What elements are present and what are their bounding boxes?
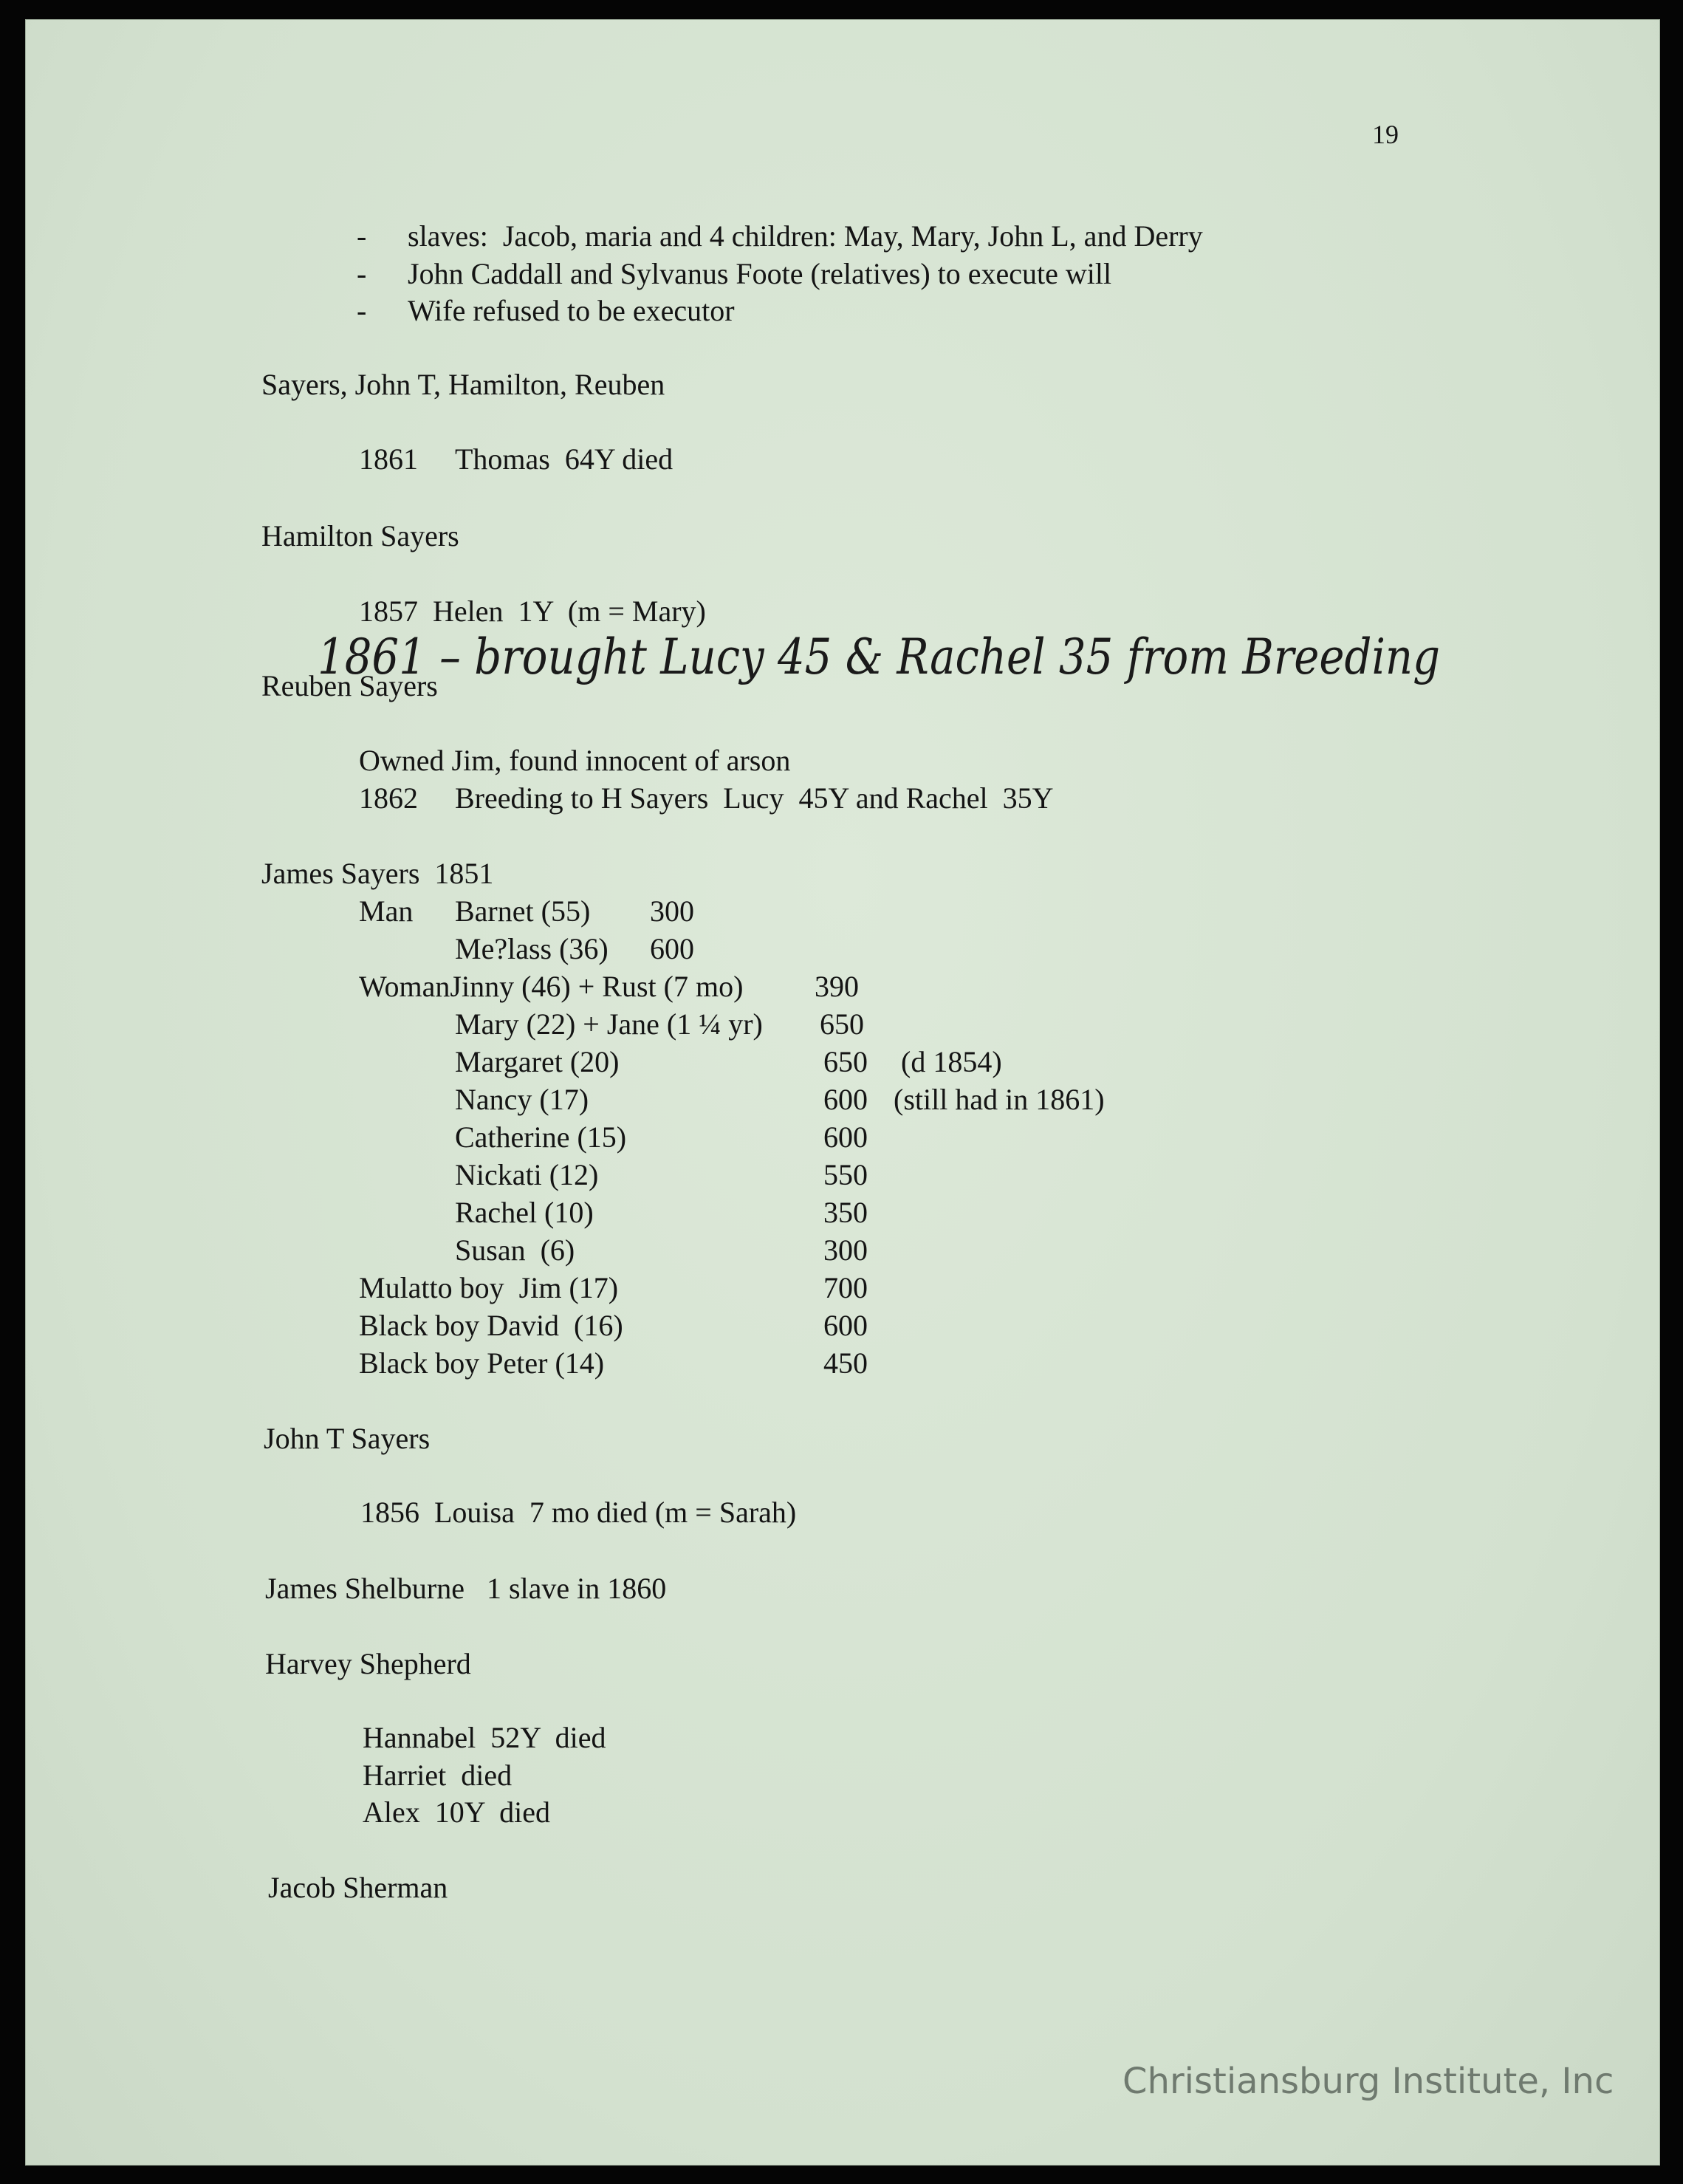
section-heading: James Shelburne 1 slave in 1860 (265, 1572, 667, 1605)
slave-value: 450 (823, 1346, 868, 1380)
slave-value: 600 (823, 1120, 868, 1154)
slave-name: Black boy Peter (14) (359, 1346, 605, 1380)
entry-text: Hannabel 52Y died (363, 1721, 606, 1754)
watermark: Christiansburg Institute, Inc (1122, 2061, 1614, 2102)
slave-name: Nancy (17) (455, 1083, 589, 1116)
entry-year: 1861 (359, 442, 418, 476)
slave-value: 300 (823, 1233, 868, 1267)
slave-value: 650 (820, 1007, 864, 1041)
slave-name: Susan (6) (455, 1233, 575, 1267)
slave-value: 390 (815, 970, 859, 1003)
slave-value: 600 (650, 932, 694, 965)
slave-name: Margaret (20) (455, 1045, 620, 1078)
entry-text: Harriet died (363, 1759, 513, 1792)
bullet-item: John Caddall and Sylvanus Foote (relatives) to execute will (408, 257, 1112, 290)
handwritten-annotation (310, 606, 1447, 702)
entry-text: 1857 Helen 1Y (m = Mary) (359, 595, 706, 628)
handwritten-text: 1861 – brought Lucy 45 & Rachel 35 from Breeding (318, 629, 1440, 685)
slave-name: Catherine (15) (455, 1120, 627, 1154)
slave-name: Barnet (55) (455, 894, 591, 928)
section-heading: Jacob Sherman (268, 1871, 448, 1904)
bullet-marker: - (357, 294, 367, 327)
slave-name: Mary (22) + Jane (1 ¼ yr) (455, 1007, 763, 1041)
slave-name: Nickati (12) (455, 1158, 599, 1191)
entry-text: Alex 10Y died (363, 1796, 551, 1829)
slave-name: Jinny (46) + Rust (7 mo) (450, 970, 744, 1003)
slave-name: Mulatto boy Jim (17) (359, 1271, 619, 1304)
bullet-marker: - (357, 219, 367, 253)
slave-value: 600 (823, 1309, 868, 1342)
slave-value: 550 (823, 1158, 868, 1191)
category-label: Man (359, 894, 414, 928)
slave-name: Rachel (10) (455, 1196, 594, 1229)
section-heading: James Sayers 1851 (261, 857, 494, 890)
bullet-item: slaves: Jacob, maria and 4 children: May, Mary, John L, and Derry (408, 219, 1203, 253)
section-heading: Harvey Shepherd (265, 1647, 471, 1680)
section-heading: Sayers, John T, Hamilton, Reuben (261, 368, 665, 401)
slave-note: (d 1854) (901, 1045, 1002, 1078)
slave-value: 650 (823, 1045, 868, 1078)
slave-name: Me?lass (36) (455, 932, 609, 965)
bullet-marker: - (357, 257, 367, 290)
section-heading: Reuben Sayers (261, 669, 438, 702)
category-label: Woman (359, 970, 450, 1003)
bullet-item: Wife refused to be executor (408, 294, 735, 327)
slave-value: 300 (650, 894, 694, 928)
slave-value: 700 (823, 1271, 868, 1304)
entry-text: 1856 Louisa 7 mo died (m = Sarah) (360, 1496, 797, 1529)
entry-text: Owned Jim, found innocent of arson (359, 744, 791, 777)
entry-text: Breeding to H Sayers Lucy 45Y and Rachel 35Y (455, 781, 1054, 815)
entry-text: Thomas 64Y died (455, 442, 673, 476)
slave-value: 600 (823, 1083, 868, 1116)
section-heading: John T Sayers (264, 1422, 431, 1455)
slave-name: Black boy David (16) (359, 1309, 623, 1342)
entry-year: 1862 (359, 781, 418, 815)
slave-value: 350 (823, 1196, 868, 1229)
page-number: 19 (1372, 120, 1399, 149)
section-heading: Hamilton Sayers (261, 519, 459, 552)
slave-note: (still had in 1861) (894, 1083, 1105, 1116)
